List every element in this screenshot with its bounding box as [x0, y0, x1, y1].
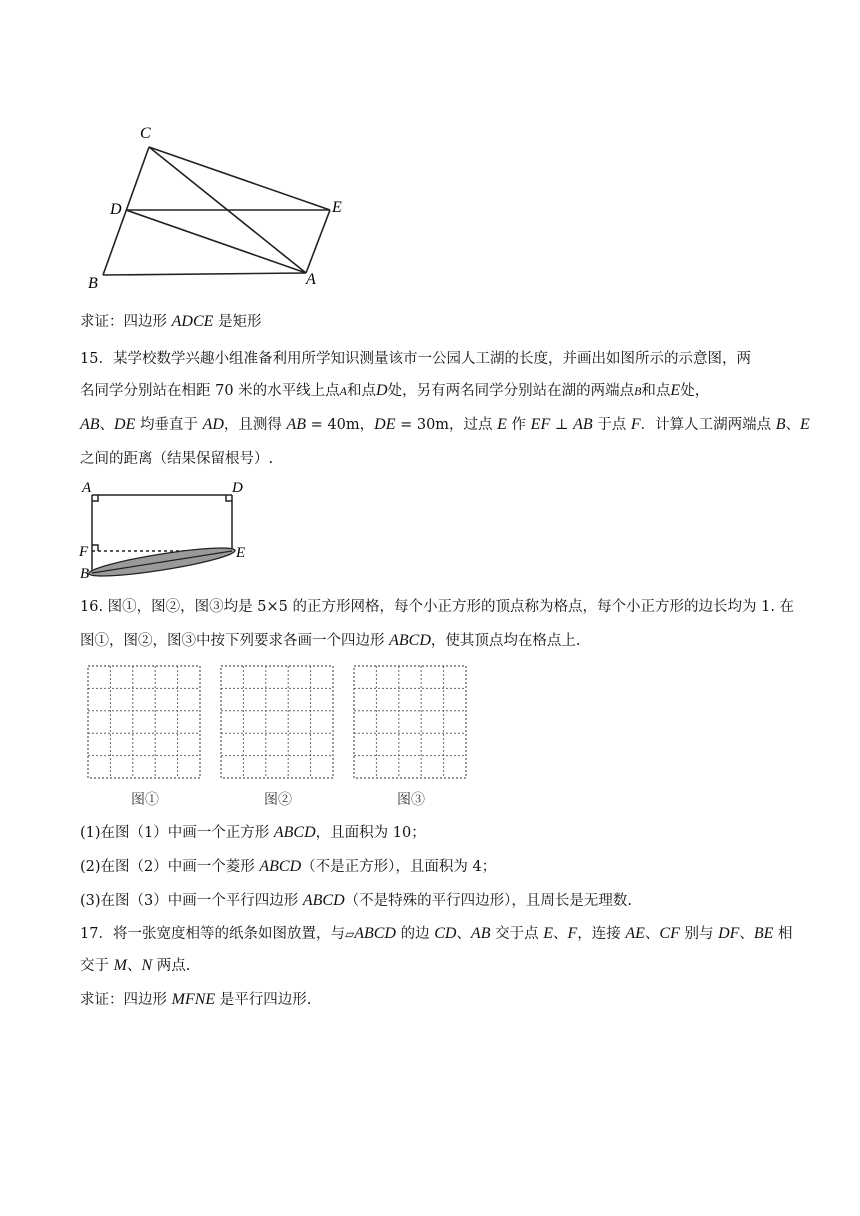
q15-line-2: 名同学分别站在相距 70 米的水平线上点A和点D处，另有两名同学分别站在湖的两端点B和点E处， [80, 382, 710, 399]
label-d: D [110, 201, 122, 218]
caption-figure-3: 图③ [397, 792, 425, 808]
label-a: A [306, 271, 316, 288]
label-b: B [80, 566, 90, 582]
segment-ec [149, 147, 330, 210]
segment-ae [306, 210, 330, 273]
grid-figure-2 [219, 664, 335, 780]
segment-ba [103, 273, 306, 275]
figure-lake [76, 478, 256, 583]
q16-sub-2: (2)在图（2）中画一个菱形 ABCD（不是正方形），且面积为 4； [80, 858, 497, 875]
grid-border [88, 666, 200, 778]
parallelogram-symbol: ▱ [344, 927, 355, 941]
caption-figure-2: 图② [264, 792, 292, 808]
q17-line-1: 17．将一张宽度相等的纸条如图放置，与▱ABCD 的边 CD、AB 交于点 E、F，连接 AE、CF 别与 DF、BE 相 [80, 925, 793, 942]
label-e: E [236, 545, 246, 561]
figure-quadrilateral-adce [80, 118, 360, 298]
label-e: E [332, 199, 342, 216]
grid-border [354, 666, 466, 778]
q15-line-4: 之间的距离（结果保留根号）. [80, 451, 274, 467]
q16-line-1: 16. 图①，图②，图③均是 5×5 的正方形网格，每个小正方形的顶点称为格点，每个小正方形的边长均为 1. 在 [80, 599, 795, 615]
caption-figure-1: 图① [131, 792, 159, 808]
grid-figure-3 [352, 664, 468, 780]
q16-sub-3: (3)在图（3）中画一个平行四边形 ABCD（不是特殊的平行四边形），且周长是无理数. [80, 892, 633, 909]
q17-line-2: 交于 M、N 两点. [80, 957, 191, 974]
q15-line-1: 15．某学校数学兴趣小组准备利用所学知识测量该市一公园人工湖的长度，并画出如图所示的示意图，两 [80, 351, 751, 367]
grid-figure-1 [86, 664, 202, 780]
grid-border [221, 666, 333, 778]
q16-sub-1: (1)在图（1）中画一个正方形 ABCD，且面积为 10； [80, 824, 426, 841]
right-angle-f [92, 545, 98, 551]
label-b: B [88, 275, 98, 292]
label-d: D [232, 480, 243, 496]
label-f: F [79, 544, 89, 560]
right-angle-a [92, 495, 98, 501]
label-c: C [140, 125, 151, 142]
q14-prove-statement: 求证：四边形 ADCE 是矩形 [80, 313, 262, 330]
label-a: A [82, 480, 92, 496]
segment-da [126, 210, 306, 273]
q16-line-2: 图①，图②，图③中按下列要求各画一个四边形 ABCD，使其顶点均在格点上. [80, 632, 581, 649]
q15-line-3: AB、DE 均垂直于 AD，且测得 AB = 40m，DE = 30m，过点 E 作 EF ⊥ AB 于点 F．计算人工湖两端点 B、E [80, 416, 810, 433]
q17-prove-statement: 求证：四边形 MFNE 是平行四边形. [80, 991, 312, 1008]
